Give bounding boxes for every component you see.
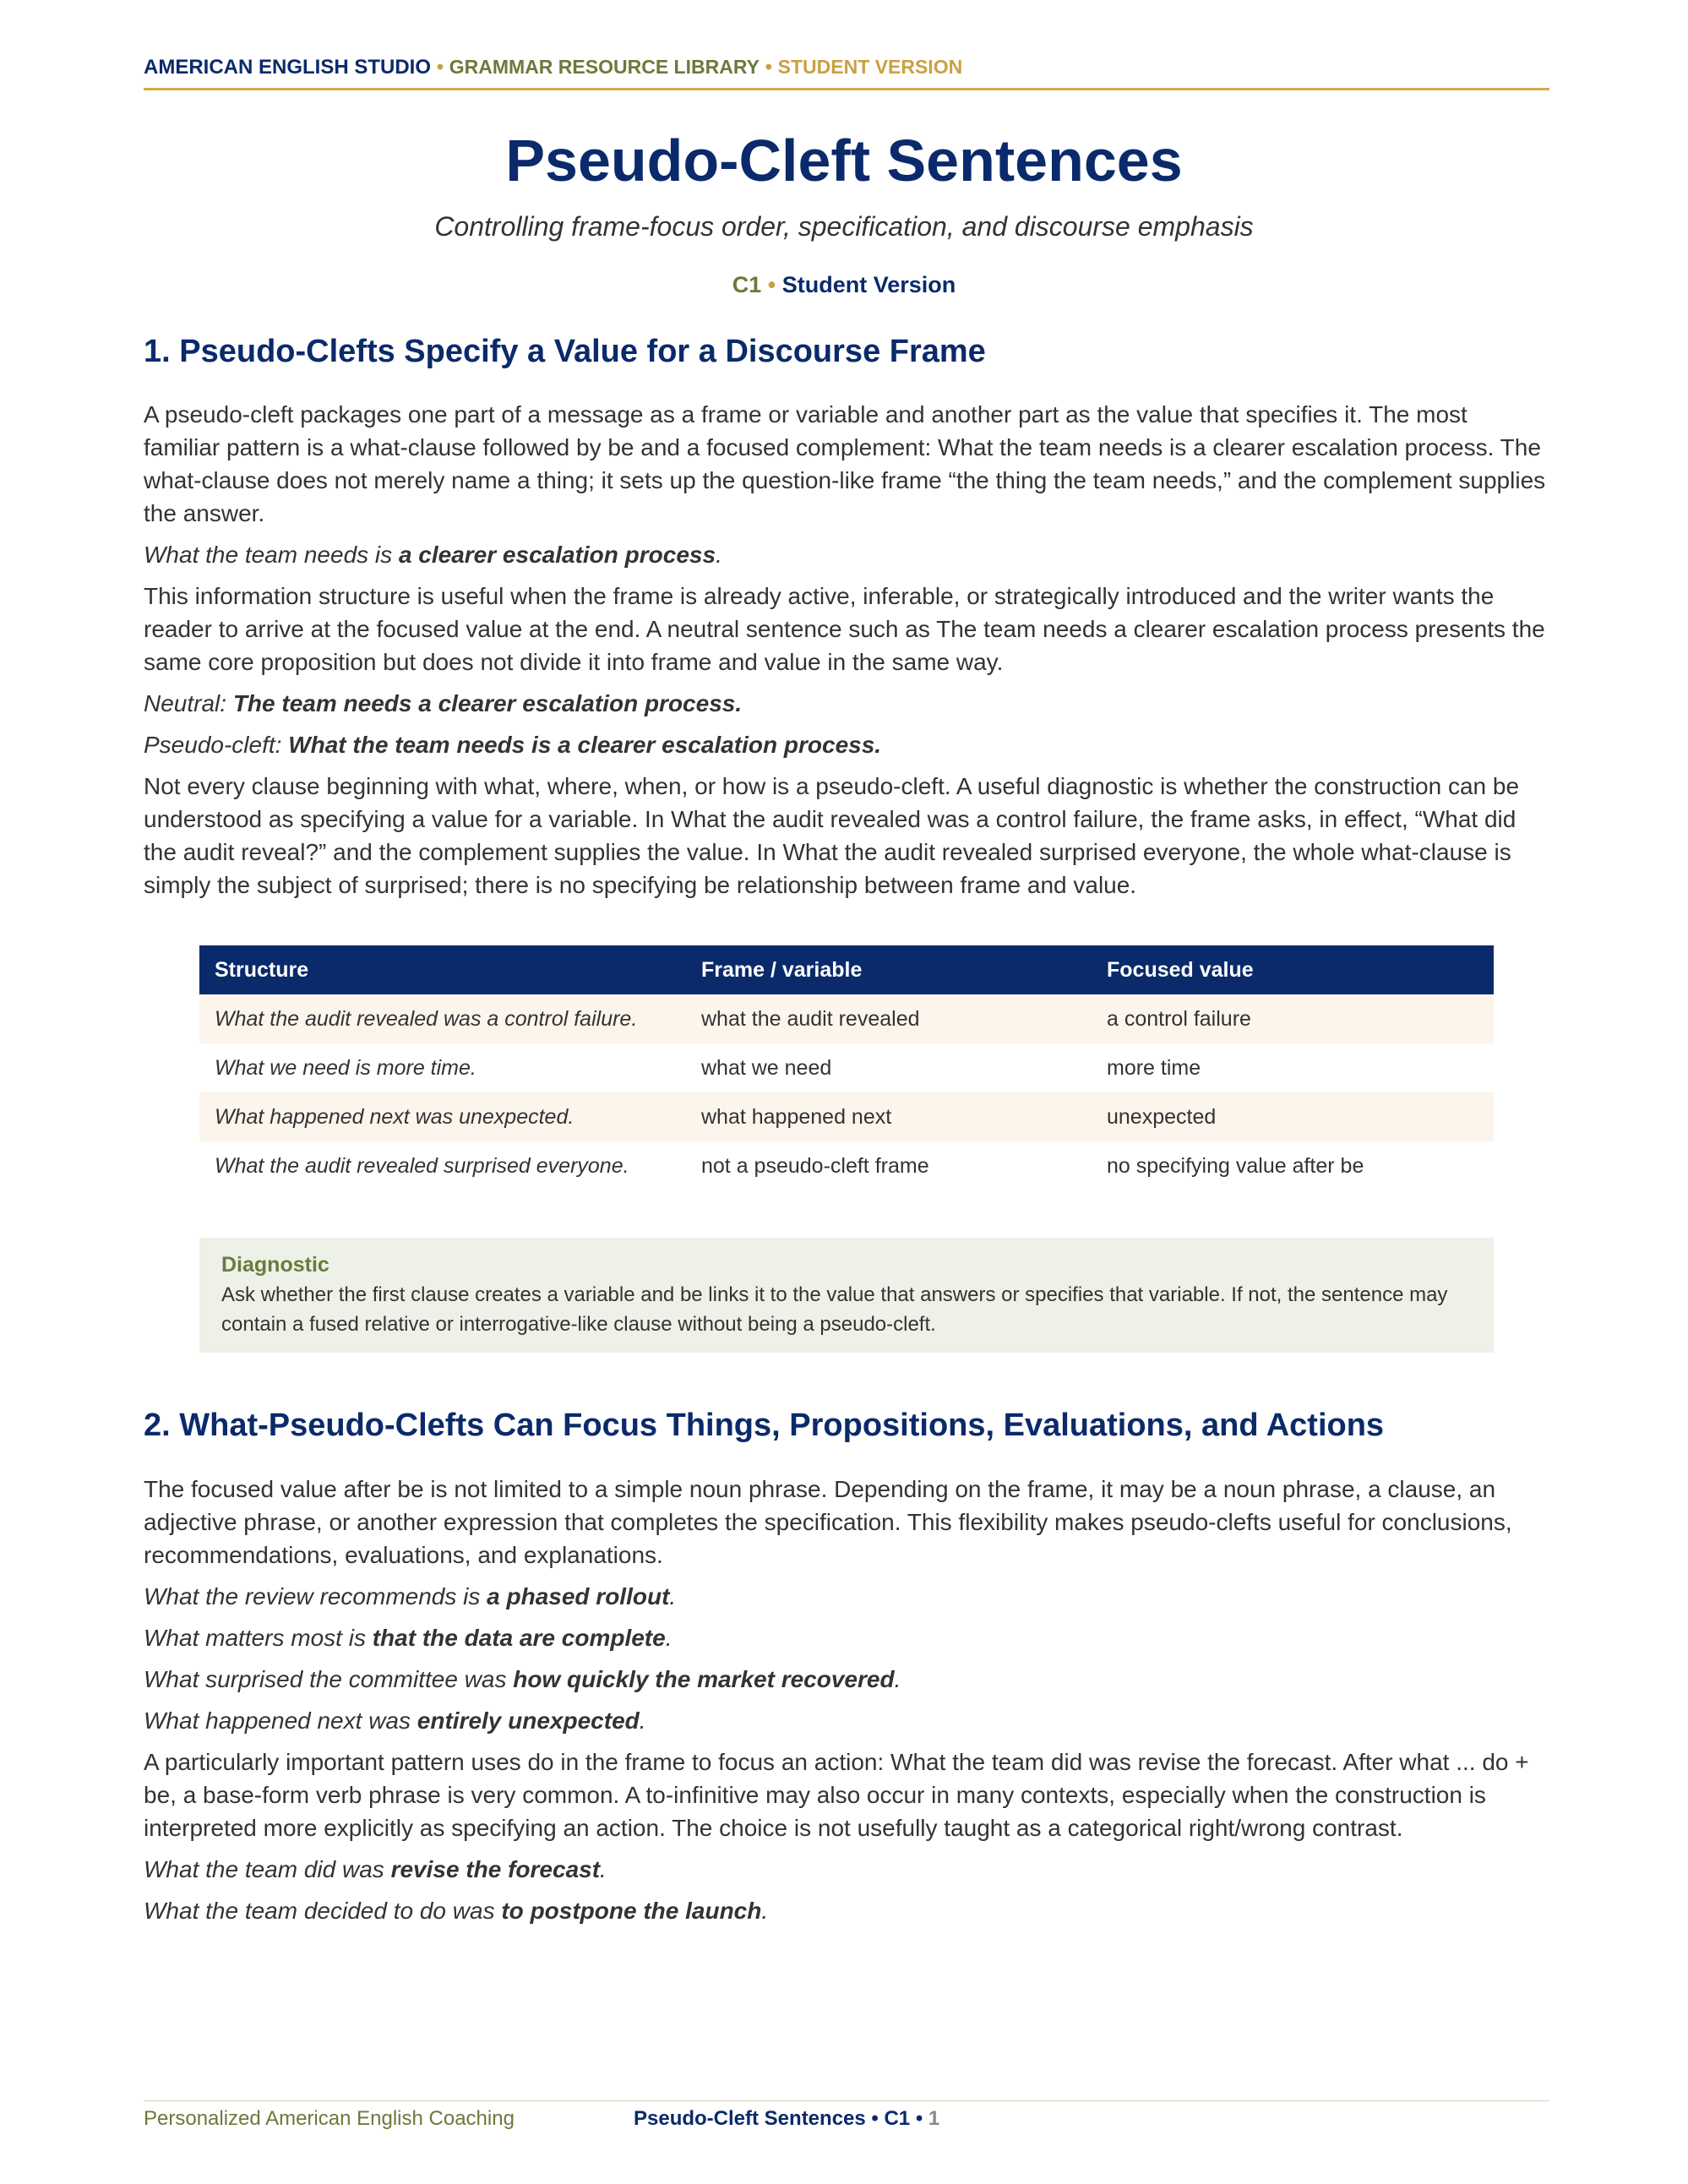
pseudo-cleft-example: [144, 728, 1549, 761]
footer-rule: [144, 2100, 1549, 2101]
level-code: C1: [732, 272, 762, 297]
header-brand: AMERICAN ENGLISH STUDIO: [144, 56, 432, 79]
diagnostic-body: Ask whether the first clause creates a variable and be links it to the value that answers or specifies that variable. If not, the sentence may contain a fused relative or interrogative-like clause without being a pseudo-cleft.: [221, 1283, 1448, 1337]
example-focus: to postpone the launch: [501, 1897, 762, 1924]
document-title: Pseudo-Cleft Sentences: [505, 128, 1183, 193]
example-end: .: [716, 542, 722, 569]
example-sentence: [144, 1853, 1549, 1886]
level-label: Student Version: [781, 272, 956, 297]
table-cell: What we need is more time.: [215, 1055, 476, 1080]
table-cell: What the audit revealed was a control failure.: [199, 994, 686, 1043]
diagnostic-title: Diagnostic: [221, 1253, 329, 1277]
footer-organization: Personalized American English Coaching: [144, 2107, 515, 2130]
table-cell: What happened next was unexpected.: [199, 1092, 686, 1141]
example-focus: entirely unexpected: [417, 1707, 640, 1734]
example-lead: What the review recommends is: [144, 1582, 487, 1609]
example-sentence: [144, 1621, 1549, 1654]
header-separator: •: [436, 56, 444, 79]
main-content: [144, 331, 1549, 1927]
example-lead: What surprised the committee was: [144, 1665, 514, 1692]
table-cell: unexpected: [1092, 1092, 1494, 1141]
column-header-frame: Frame / variable: [686, 945, 1092, 994]
footer-document-info: [634, 2107, 939, 2131]
table-cell: What the audit revealed surprised everyone.: [215, 1153, 629, 1178]
example-focus: how quickly the market recovered: [513, 1665, 895, 1692]
level-separator: •: [767, 272, 776, 297]
example-sentence: [144, 1894, 1549, 1927]
example-end: .: [894, 1665, 901, 1692]
example-focus: a phased rollout: [487, 1582, 670, 1609]
example-focus: a clearer escalation process: [398, 542, 716, 569]
table-cell: a control failure: [1092, 994, 1494, 1043]
neutral-label: Neutral:: [144, 690, 233, 717]
example-focus: revise the forecast: [390, 1855, 601, 1882]
level-line: [0, 272, 1688, 298]
header-version: STUDENT VERSION: [777, 56, 963, 78]
diagnostic-box: [199, 1238, 1494, 1353]
document-subtitle: Controlling frame-focus order, specification, and discourse emphasis: [434, 211, 1254, 242]
pseudo-cleft-label: Pseudo-cleft:: [144, 732, 289, 759]
example-focus: that the data are complete: [372, 1624, 666, 1651]
footer-document-title: Pseudo-Cleft Sentences • C1 •: [634, 2107, 923, 2130]
section-2-paragraph-1: The focused value after be is not limited to a simple noun phrase. Depending on the frame, it may be a noun phrase, a clause, an adjective phrase, or another expression that completes the specification. This flexibility makes pseudo-clefts useful for conclusions, recommendations, evaluations, and explanations.: [144, 1475, 1512, 1568]
table-row: [199, 1043, 1494, 1092]
example-lead: What happened next was: [144, 1707, 417, 1734]
section-1-paragraph-2: This information structure is useful when the frame is already active, inferable, or strategically introduced and the writer wants the reader to arrive at the focused value at the end. A neutral sentence such as The team needs a clearer escalation process presents the same core proposition but does not divide it into frame and value in the same way.: [144, 583, 1545, 676]
table-header-row: [199, 945, 1494, 994]
section-1-heading: 1. Pseudo-Clefts Specify a Value for a Discourse Frame: [144, 334, 986, 369]
column-header-focused-value: Focused value: [1092, 945, 1494, 994]
section-2-paragraph-2: A particularly important pattern uses do in the frame to focus an action: What the team did was revise the forecast. After what ... do + be, a base-form verb phrase is very common. A to-infinitive may also occur in many contexts, especially when the construction is interpreted more explicitly as specifying an action. The choice is not usefully taught as a categorical right/wrong contrast.: [144, 1748, 1529, 1841]
example-lead: What matters most is: [144, 1624, 373, 1651]
section-2-heading: 2. What-Pseudo-Clefts Can Focus Things, Propositions, Evaluations, and Actions: [144, 1408, 1385, 1444]
table-cell: not a pseudo-cleft frame: [701, 1153, 929, 1178]
table-row: [199, 994, 1494, 1043]
table-cell: what we need: [701, 1055, 832, 1080]
header-rule: [144, 88, 1549, 90]
header-library: GRAMMAR RESOURCE LIBRARY: [449, 56, 760, 78]
running-header: [144, 56, 1549, 79]
neutral-example: [144, 687, 1549, 720]
example-sentence: [144, 538, 1549, 571]
table-cell: what the audit revealed: [686, 994, 1092, 1043]
example-end: .: [639, 1707, 646, 1734]
example-sentence: [144, 1704, 1549, 1737]
example-lead: What the team did was: [144, 1855, 391, 1882]
example-sentence: [144, 1663, 1549, 1696]
neutral-text: The team needs a clearer escalation process.: [232, 690, 743, 717]
example-end: .: [669, 1582, 677, 1609]
table-cell: what happened next: [686, 1092, 1092, 1141]
example-end: .: [761, 1897, 769, 1924]
section-1-paragraph-3: Not every clause beginning with what, where, when, or how is a pseudo-cleft. A useful diagnostic is whether the construction can be understood as specifying a value for a variable. In What the audit revealed was a control failure, the frame asks, in effect, “What did the audit reveal?” and the complement supplies the value. In What the audit revealed surprised everyone, the whole what-clause is simply the subject of surprised; there is no specifying be relationship between frame and value.: [144, 773, 1520, 899]
table-cell: more time: [1107, 1055, 1201, 1080]
column-header-structure: Structure: [199, 945, 686, 994]
example-lead: What the team needs is: [144, 542, 399, 569]
header-separator: •: [765, 56, 772, 79]
pseudo-cleft-text: What the team needs is a clearer escalation process.: [288, 732, 882, 759]
structure-table: [199, 945, 1494, 1190]
footer-page-number: 1: [928, 2107, 940, 2130]
table-row: [199, 1092, 1494, 1141]
example-end: .: [665, 1624, 672, 1651]
example-sentence: [144, 1580, 1549, 1613]
table-cell: no specifying value after be: [1107, 1153, 1364, 1178]
section-1-paragraph-1: A pseudo-cleft packages one part of a message as a frame or variable and another part as the value that specifies it. The most familiar pattern is a what-clause followed by be and a focused complement: What the team needs is a clearer escalation process. The what-clause does not merely name a thing; it sets up the question-like frame “the thing the team needs,” and the complement supplies the answer.: [144, 401, 1546, 527]
example-lead: What the team decided to do was: [144, 1897, 502, 1924]
table-row: [199, 1141, 1494, 1190]
example-end: .: [600, 1855, 607, 1882]
